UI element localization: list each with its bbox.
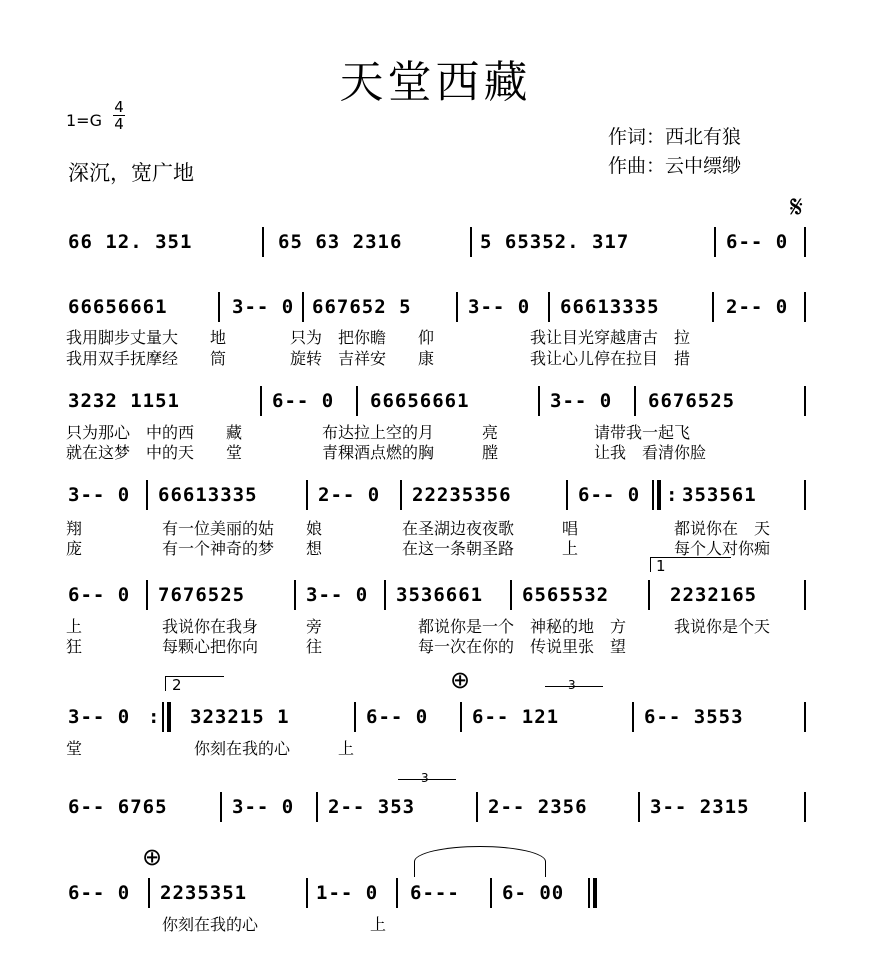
barline — [804, 386, 806, 416]
measure: 2235351 — [160, 882, 248, 904]
measure: 7676525 — [158, 584, 246, 606]
barline — [566, 480, 568, 510]
second-ending-number: 2 — [172, 676, 182, 694]
barline — [714, 227, 716, 257]
measure: 3-- 0 — [232, 296, 295, 318]
song-title: 天堂西藏 — [339, 57, 532, 108]
measure: 66656661 — [370, 390, 470, 412]
barline — [638, 792, 640, 822]
barline — [294, 580, 296, 610]
barline — [260, 386, 262, 416]
coda-sign: ⊕ — [142, 843, 163, 871]
barline — [712, 292, 714, 322]
lyric-line: 庞 有一个神奇的梦 想 在这一条朝圣路 上 每个人对你痴 — [66, 539, 771, 558]
barline — [220, 792, 222, 822]
time-signature — [113, 99, 125, 132]
measure: 3-- 0 — [550, 390, 613, 412]
measure: 3-- 0 — [306, 584, 369, 606]
lyric-line: 只为那心 中的西 藏 布达拉上空的月 亮 请带我一起飞 — [66, 423, 691, 442]
key-signature: 1=G — [66, 111, 102, 130]
measure: 323215 1 — [190, 706, 290, 728]
lyric-line: 堂 你刻在我的心 上 — [66, 739, 355, 758]
repeat-end-barline — [162, 702, 164, 732]
lyric-line: 你刻在我的心 上 — [66, 915, 387, 934]
measure: 3-- 2315 — [650, 796, 750, 818]
measure: 3-- 0 — [468, 296, 531, 318]
lyric-line: 我用双手抚摩经 筒 旋转 吉祥安 康 我让心儿停在拉目 措 — [66, 349, 691, 368]
measure: 6-- 6765 — [68, 796, 168, 818]
measure: 6-- 0 — [366, 706, 429, 728]
measure: 6-- 3553 — [644, 706, 744, 728]
composer-credit: 作曲：云中缥缈 — [608, 155, 742, 177]
barline — [634, 386, 636, 416]
repeat-dots: : — [666, 484, 679, 506]
measure: 22235356 — [412, 484, 512, 506]
measure: 3-- 0 — [68, 706, 131, 728]
score-row-7 — [66, 796, 806, 836]
measure: 2-- 0 — [318, 484, 381, 506]
measure: 66 12. 351 — [68, 231, 193, 253]
barline — [648, 580, 650, 610]
barline — [460, 702, 462, 732]
triplet-number: 3 — [568, 678, 576, 692]
tempo-marking: 深沉，宽广地 — [68, 161, 194, 185]
measure: 3-- 0 — [68, 484, 131, 506]
barline — [490, 878, 492, 908]
measure: 1-- 0 — [316, 882, 379, 904]
measure: 66656661 — [68, 296, 168, 318]
measure: 3-- 0 — [232, 796, 295, 818]
final-barline-thick — [593, 878, 597, 908]
barline — [262, 227, 264, 257]
barline — [804, 702, 806, 732]
barline — [456, 292, 458, 322]
measure: 6- 00 — [502, 882, 565, 904]
measure: 6-- 0 — [726, 231, 789, 253]
barline — [632, 702, 634, 732]
measure: 2232165 — [670, 584, 758, 606]
barline — [306, 878, 308, 908]
measure: 3232 1151 — [68, 390, 180, 412]
lyric-line: 上 我说你在我身 旁 都说你是一个 神秘的地 方 我说你是个天 — [66, 617, 771, 636]
measure: 2-- 2356 — [488, 796, 588, 818]
repeat-start-barline — [652, 480, 654, 510]
barline — [316, 792, 318, 822]
score-row-1 — [66, 231, 806, 271]
measure: 6676525 — [648, 390, 736, 412]
barline — [306, 480, 308, 510]
measure: 3536661 — [396, 584, 484, 606]
measure: 6565532 — [522, 584, 610, 606]
repeat-start-barline-thick — [657, 480, 661, 510]
lyric-line: 就在这梦 中的天 堂 青稞酒点燃的胸 膛 让我 看清你脸 — [66, 443, 707, 462]
measure: 6-- 0 — [272, 390, 335, 412]
measure: 66613335 — [560, 296, 660, 318]
repeat-end-barline-thick — [167, 702, 171, 732]
barline — [302, 292, 304, 322]
barline — [400, 480, 402, 510]
barline — [804, 292, 806, 322]
barline — [804, 227, 806, 257]
barline — [218, 292, 220, 322]
time-signature-top: 4 — [114, 98, 124, 116]
barline — [148, 878, 150, 908]
barline — [384, 580, 386, 610]
measure: 6-- 0 — [578, 484, 641, 506]
lyric-line: 翔 有一位美丽的姑 娘 在圣湖边夜夜歌 唱 都说你在 天 — [66, 519, 771, 538]
measure: 5 65352. 317 — [480, 231, 630, 253]
barline — [476, 792, 478, 822]
measure: 6-- 121 — [472, 706, 560, 728]
barline — [510, 580, 512, 610]
barline — [804, 792, 806, 822]
segno-sign: 𝄋 — [790, 190, 803, 225]
barline — [396, 878, 398, 908]
lyric-line: 我用脚步丈量大 地 只为 把你瞻 仰 我让目光穿越唐古 拉 — [66, 328, 691, 347]
barline — [146, 480, 148, 510]
measure: 6-- 0 — [68, 584, 131, 606]
measure: 2-- 0 — [726, 296, 789, 318]
tie-arc — [414, 846, 546, 877]
measure: 65 63 2316 — [278, 231, 403, 253]
measure: 6-- 0 — [68, 882, 131, 904]
measure: 667652 5 — [312, 296, 412, 318]
final-barline-thin — [588, 878, 590, 908]
first-ending-number: 1 — [656, 557, 666, 575]
lyric-line: 狂 每颗心把你向 往 每一次在你的 传说里张 望 — [66, 637, 627, 656]
barline — [538, 386, 540, 416]
barline — [354, 702, 356, 732]
measure: 66613335 — [158, 484, 258, 506]
triplet-number: 3 — [421, 771, 429, 785]
barline — [804, 580, 806, 610]
measure: 6--- — [410, 882, 460, 904]
lyricist-credit: 作词：西北有狼 — [608, 126, 742, 148]
barline — [356, 386, 358, 416]
time-signature-bottom: 4 — [114, 115, 124, 133]
coda-sign: ⊕ — [450, 666, 471, 694]
repeat-end-dots: : — [148, 706, 161, 728]
barline — [470, 227, 472, 257]
measure: 2-- 353 — [328, 796, 416, 818]
barline — [804, 480, 806, 510]
barline — [548, 292, 550, 322]
barline — [146, 580, 148, 610]
measure: 353561 — [682, 484, 757, 506]
